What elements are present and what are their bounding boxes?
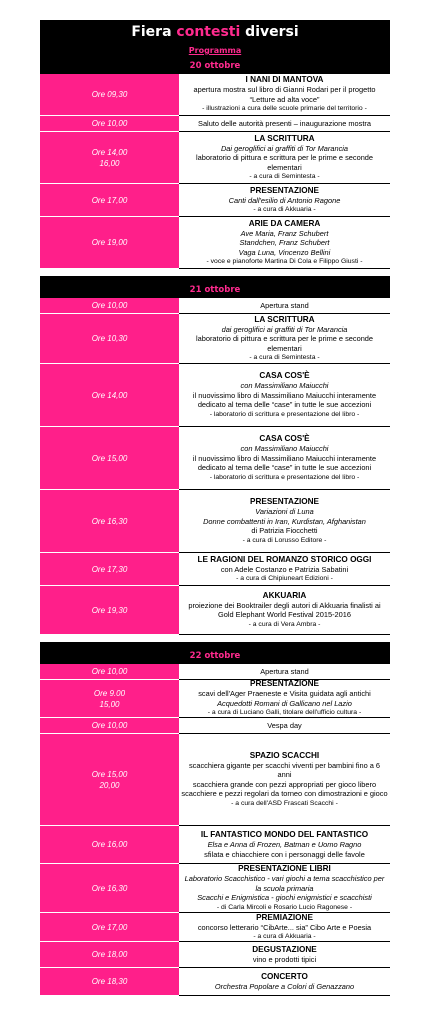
event-line: scacchiera gigante per scacchi viventi per bambini fino a 6 anni [188,760,381,780]
event-line: Dai geroglifici ai graffiti di Tor Marancia [220,143,349,153]
event-details [179,680,390,718]
schedule-row [40,490,390,553]
event-time: Ore 17,30 [40,553,179,586]
event-time: Ore 14,00 [40,364,179,427]
event-details [179,553,390,586]
event-line: - a cura di Luciano Galli, titolare dell'ufficio cultura - [207,709,362,717]
event-time: Ore 16,30 [40,490,179,553]
event-details [179,116,390,132]
event-line: laboratorio di pittura e scrittura per le prime e seconde elementari [195,334,374,353]
event-time: Ore 10,00 [40,718,179,734]
event-heading: CONCERTO [261,971,308,981]
event-heading: SPAZIO SCACCHI [249,750,320,760]
event-line: con Massimiliano Maiucchi [240,444,329,453]
event-details [179,718,390,734]
event-line: dai geroglifici ai graffiti di Tor Marancia [221,324,348,334]
schedule-row [40,664,390,680]
event-time: Ore 18,00 [40,942,179,968]
event-line: - a cura di Semintesta - [249,354,320,361]
schedule-row [40,864,390,913]
event-time: Ore 10,00 [40,298,179,314]
schedule-row [40,184,390,217]
event-details [179,664,390,680]
schedule-row [40,364,390,427]
title-part-1: Fiera [131,24,177,40]
event-details [179,298,390,314]
event-line: - a cura di Chipiuneart Edizioni - [236,575,333,582]
schedule-row [40,718,390,734]
event-heading: PRESENTAZIONE [250,497,319,506]
event-line: - a cura di Akkuaria - [253,206,316,213]
event-heading: LA SCRITTURA [254,314,315,324]
program-sheet [40,20,390,996]
event-heading: PRESENTAZIONE [250,185,319,195]
schedule-row [40,913,390,942]
event-line: Canti dall'esilio di Antonio Ragone [228,195,341,205]
event-line: vino e prodotti tipici [252,954,317,964]
event-heading: PREMIAZIONE [256,912,313,922]
event-details [179,586,390,635]
event-details [179,217,390,269]
event-line: Variazioni di Luna [255,507,314,516]
event-time: Ore 17,00 [40,913,179,942]
event-line: di Patrizia Fiocchetti [251,526,318,535]
event-line: il nuovissimo libro di Massimiliano Maiucchi interamente dedicato al tema delle “case” in tutte le sue accezioni [192,453,377,472]
event-line: con Adele Costanzo e Patrizia Sabatini [220,564,349,574]
event-line: scavi dell'Ager Praeneste e Visita guidata agli antichi [198,689,371,699]
event-heading: ARIE DA CAMERA [248,218,321,228]
event-line: - a cura di Lorusso Editore - [242,536,327,544]
event-details [179,942,390,968]
title-part-2: contesti [176,24,241,40]
event-details [179,734,390,826]
event-details [179,132,390,184]
event-line: Laboratorio Scacchistico - vari giochi a tema scacchistico per la scuola primaria [184,874,385,893]
event-heading: IL FANTASTICO MONDO DEL FANTASTICO [200,830,369,839]
event-details [179,184,390,217]
event-line: Apertura stand [260,300,309,310]
day-gap [40,635,390,642]
event-line: Scacchi e Enigmistica - giochi enigmistici e scacchisti [197,893,372,902]
event-line: Elsa e Anna di Frozen, Batman e Uomo Ragno [207,840,362,849]
event-line: Donne combattenti in Iran, Kurdistan, Afghanistan [203,516,366,526]
event-details [179,314,390,364]
event-title [40,20,390,44]
event-line: il nuovissimo libro di Massimiliano Maiucchi interamente dedicato al tema delle “case” in tutte le sue accezioni [192,390,377,409]
event-line: Saluto delle autorità presenti – inaugurazione mostra [198,118,371,128]
day-header: 21 ottobre [40,276,390,298]
event-line: - a cura di Vera Ambra - [248,620,321,628]
schedule-row [40,942,390,968]
event-time: Ore 16,30 [40,864,179,913]
event-details [179,74,390,116]
event-line: Vespa day [267,720,302,730]
day-gap [40,269,390,276]
event-time: Ore 19,30 [40,586,179,635]
event-details [179,913,390,942]
schedule-row [40,74,390,116]
event-details [179,864,390,913]
event-line: scacchiere e pezzi regolari da torneo con dimostrazioni e gioco [181,789,388,799]
schedule-row [40,217,390,269]
event-time: Ore 14,00 16,00 [40,132,179,184]
event-line: Acquedotti Romani di Gallicano nel Lazio [217,698,352,708]
event-line: proiezione dei Booktrailer degli autori di Akkuaria finalisti ai Gold Elephant World Festival 2015-2016 [188,600,381,620]
schedule-row [40,586,390,635]
event-line: scacchiera grande con pezzi appropriati per gioco libero [192,779,377,789]
event-time: Ore 15,00 [40,427,179,490]
schedule-row [40,553,390,586]
event-line: con Massimiliano Maiucchi [240,381,329,390]
event-heading: AKKUARIA [262,590,307,600]
event-heading: LA SCRITTURA [254,133,315,143]
event-time: Ore 17,00 [40,184,179,217]
event-time: Ore 19,00 [40,217,179,269]
event-details [179,826,390,864]
event-heading: CASA COS'È [259,371,310,380]
schedule-row [40,116,390,132]
event-details [179,490,390,553]
event-heading: I NANI DI MANTOVA [245,75,324,85]
event-time: Ore 09,30 [40,74,179,116]
schedule-row [40,314,390,364]
event-line: concorso letterario “CibArte... sia” Cibo Arte e Poesia [197,922,372,932]
event-heading: CASA COS'È [259,434,310,443]
event-heading: DEGUSTAZIONE [252,944,317,954]
event-line: Orchestra Popolare a Colori di Genazzano [214,981,355,991]
program-header [40,20,390,58]
event-details [179,427,390,490]
event-heading: PRESENTAZIONE LIBRI [238,864,331,873]
schedule-row [40,680,390,718]
event-line: Apertura stand [260,666,309,676]
schedule-row [40,826,390,864]
day-header: 22 ottobre [40,642,390,664]
schedule-row [40,298,390,314]
event-details [179,968,390,996]
event-time: Ore 18,30 [40,968,179,996]
event-line: - voce e pianoforte Martina Di Cola e Filippo Giusti - [206,258,363,265]
event-line: Ave Maria, Franz Schubert [240,228,329,238]
schedule-row [40,968,390,996]
event-line: - laboratorio di scrittura e presentazione del libro - [209,410,360,418]
schedule-row [40,427,390,490]
schedule-row [40,734,390,826]
event-line: - di Carla Mircoli e Rosario Lucio Ragonese - [216,903,353,911]
event-details [179,364,390,427]
event-line: Standchen, Franz Schubert [239,238,330,247]
program-subtitle: Programma [188,46,242,55]
event-time: Ore 10,00 [40,116,179,132]
event-line: apertura mostra sul libro di Gianni Rodari per il progetto “Letture ad alta voce” [193,85,376,104]
schedule [40,58,390,996]
title-part-3: diversi [240,24,299,40]
event-time: Ore 10,30 [40,314,179,364]
schedule-row [40,132,390,184]
event-time: Ore 10,00 [40,664,179,680]
event-line: laboratorio di pittura e scrittura per le prime e seconde elementari [195,153,374,172]
event-time: Ore 9.00 15,00 [40,680,179,718]
event-time: Ore 15,00 20,00 [40,734,179,826]
event-line: - a cura dell'ASD Frascati Scacchi - [231,799,338,807]
event-line: - illustrazioni a cura delle scuole primarie del territorio - [202,105,367,113]
event-heading: LE RAGIONI DEL ROMANZO STORICO OGGI [197,554,372,564]
event-line: sfilata e chiacchiere con i personaggi delle favole [204,849,365,859]
event-line: Vaga Luna, Vincenzo Bellini [238,247,331,257]
event-time: Ore 16,00 [40,826,179,864]
event-heading: PRESENTAZIONE [250,679,319,689]
day-header: 20 ottobre [40,58,390,74]
event-line: - laboratorio di scrittura e presentazione del libro - [209,473,360,481]
event-line: - a cura di Akkuaria - [253,933,316,940]
event-line: - a cura di Semintesta - [249,173,320,180]
